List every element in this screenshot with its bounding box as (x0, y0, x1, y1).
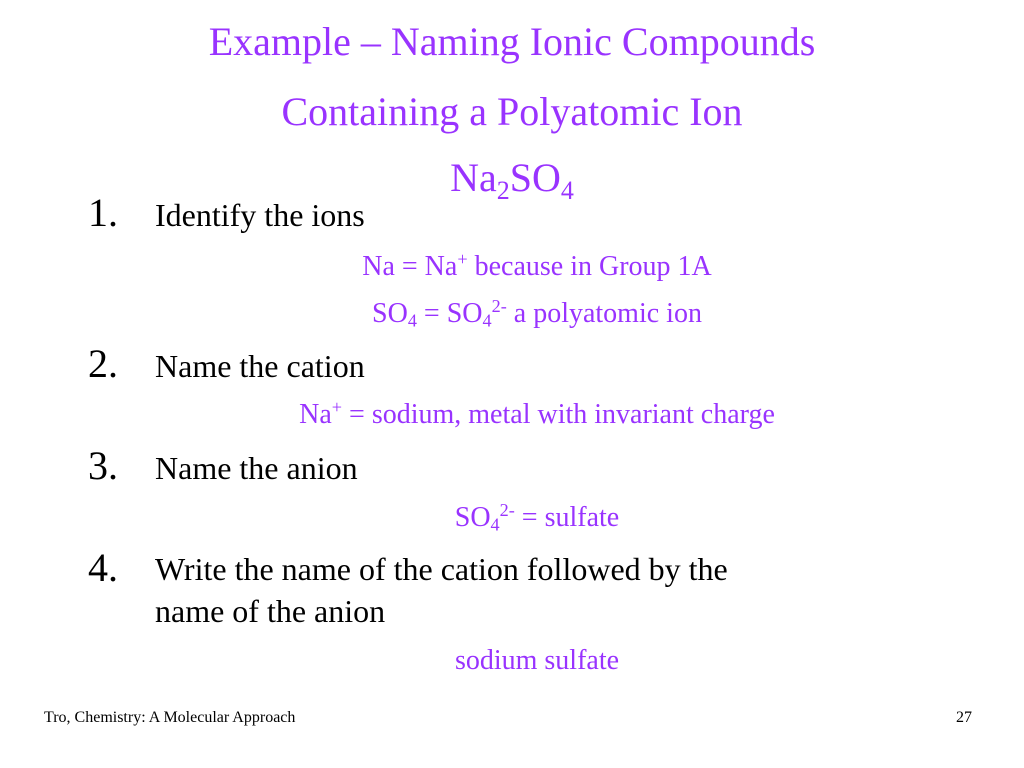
step-2-detail-1 (0, 397, 1024, 430)
formula-sub-a: 2 (496, 175, 510, 205)
step-2-text: Name the cation (155, 348, 365, 384)
formula-part-a: Na (450, 155, 497, 200)
detail-text: = SO (416, 298, 483, 329)
detail-sup: + (457, 249, 468, 269)
step-1-text: Identify the ions (155, 197, 365, 233)
step-1-number: 1. (88, 190, 118, 235)
detail-text: a polyatomic ion (506, 298, 702, 329)
step-4-text-line-1: Write the name of the cation followed by the (155, 551, 728, 587)
detail-sub: 4 (482, 310, 492, 331)
slide-number: 27 (956, 709, 972, 726)
detail-text: because in Group 1A (467, 251, 712, 282)
footer-source: Tro, Chemistry: A Molecular Approach (44, 709, 296, 726)
step-2-number: 2. (88, 341, 118, 386)
detail-text: Na = Na (362, 251, 458, 282)
detail-text: SO (372, 298, 408, 329)
detail-sup: 2- (499, 500, 515, 520)
step-1-detail-2 (0, 296, 1024, 331)
detail-sub: 4 (490, 514, 500, 535)
step-4-number: 4. (88, 545, 118, 590)
detail-sup: + (331, 397, 343, 417)
detail-text: SO (454, 502, 491, 533)
step-1-detail-1 (0, 249, 1024, 282)
detail-text: sodium sulfate (454, 645, 620, 676)
detail-sup: 2- (491, 296, 507, 316)
detail-sub: 4 (407, 310, 417, 331)
step-3-number: 3. (88, 443, 118, 488)
slide-title-line-2: Containing a Polyatomic Ion (281, 89, 743, 134)
detail-text: = sodium, metal with invariant charge (342, 399, 775, 430)
slide-title-line-1: Example – Naming Ionic Compounds (208, 19, 816, 64)
step-3-text: Name the anion (155, 450, 358, 486)
formula-part-b: SO (509, 155, 561, 200)
step-4-detail-1 (0, 646, 1024, 676)
compound-formula (0, 155, 1024, 205)
detail-text: Na (299, 399, 332, 430)
detail-text: = sulfate (514, 502, 620, 533)
formula-sub-b: 4 (560, 175, 574, 205)
step-3-detail-1 (0, 500, 1024, 535)
step-4-text-line-2: name of the anion (155, 593, 386, 629)
